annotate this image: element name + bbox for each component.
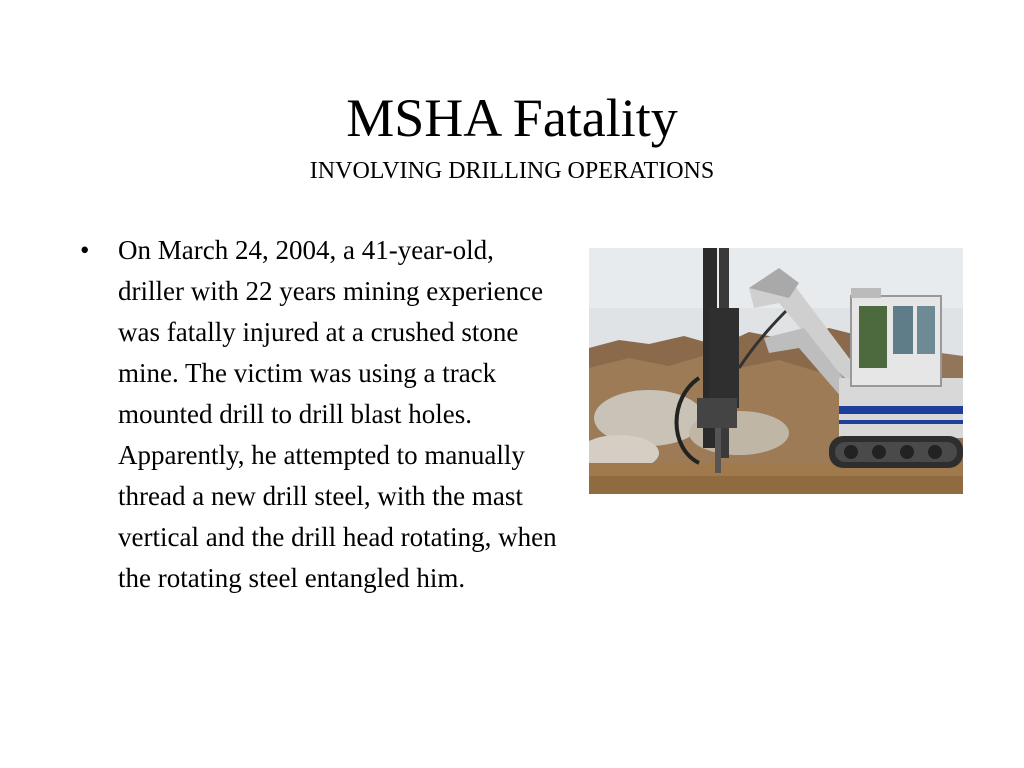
bullet-item: [80, 230, 560, 599]
slide-subtitle: INVOLVING DRILLING OPERATIONS: [309, 158, 715, 184]
bullet-list: [80, 230, 560, 599]
drill-rig-photo: [589, 248, 963, 494]
bullet-icon: •: [80, 235, 90, 265]
slide-title: MSHA Fatality: [346, 88, 678, 148]
bullet-text: On March 24, 2004, a 41-year-old, driller with 22 years mining experience was fatally injured at a crushed stone mine. The victim was using a track mounted drill to drill blast holes. Apparently, he attempted to manually thread a new drill steel, with the mast vertical and the drill head rotating, when the rotating steel entangled him.: [118, 235, 557, 593]
